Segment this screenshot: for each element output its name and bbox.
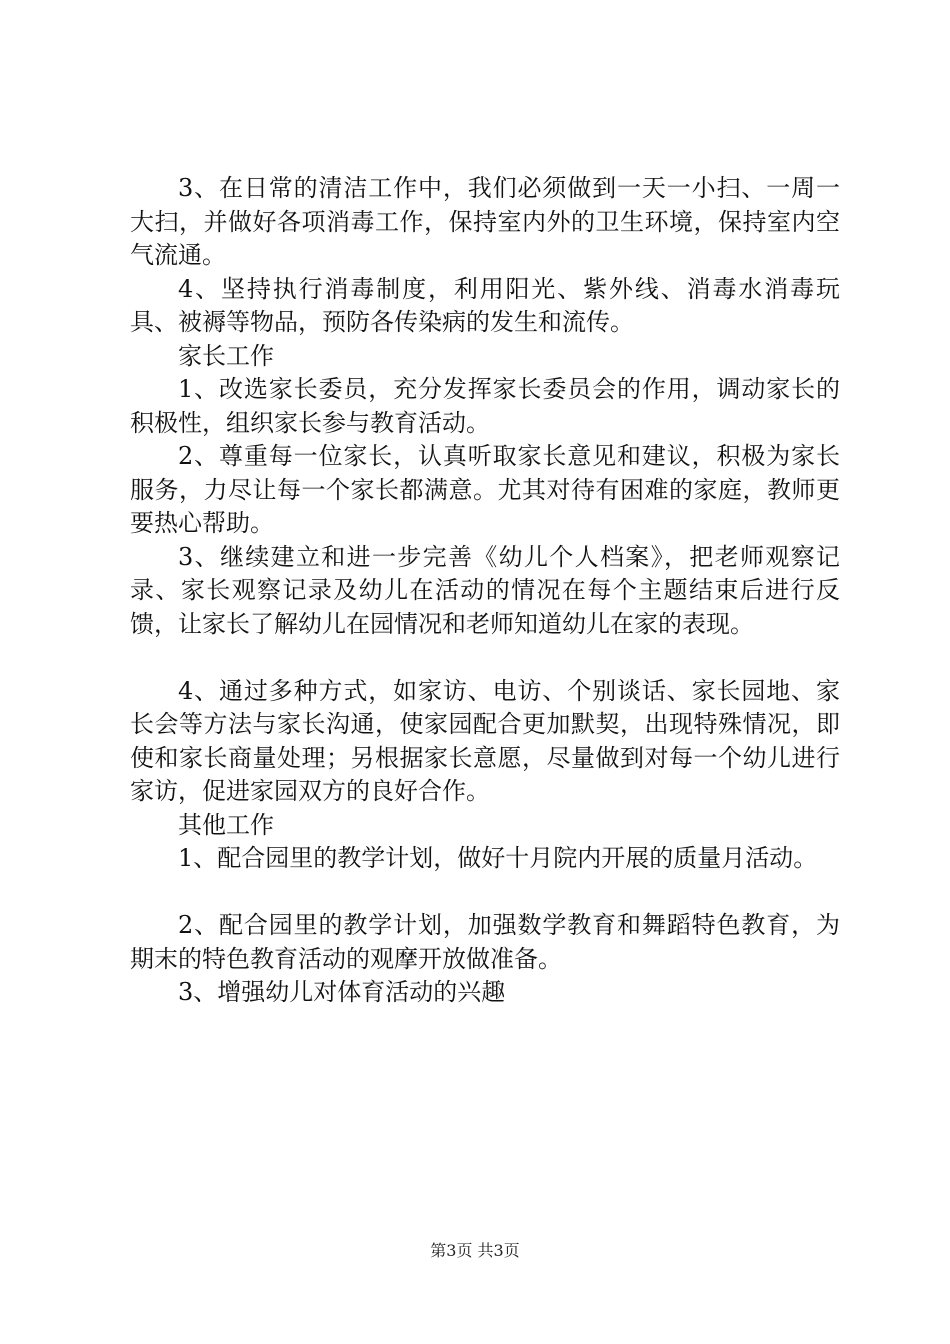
paragraph-respect-parents: 2、尊重每一位家长，认真听取家长意见和建议，积极为家长服务，力尽让每一个家长都满意。尤其对待有困难的家庭，教师更要热心帮助。 [130, 442, 840, 537]
paragraph-cleaning: 3、在日常的清洁工作中，我们必须做到一天一小扫、一周一大扫，并做好各项消毒工作，保持室内外的卫生环境，保持室内空气流通。 [130, 174, 840, 269]
paragraph-gap [130, 876, 840, 910]
paragraph-communication: 4、通过多种方式，如家访、电访、个别谈话、家长园地、家长会等方法与家长沟通，使家园配合更加默契，出现特殊情况，即使和家长商量处理；另根据家长意愿，尽量做到对每一个幼儿进行家访，促进家园双方的良好合作。 [130, 676, 840, 805]
paragraph-child-archive: 3、继续建立和进一步完善《幼儿个人档案》，把老师观察记录、家长观察记录及幼儿在活动的情况在每个主题结束后进行反馈，让家长了解幼儿在园情况和老师知道幼儿在家的表现。 [130, 542, 840, 638]
paragraph-disinfection: 4、坚持执行消毒制度，利用阳光、紫外线、消毒水消毒玩具、被褥等物品，预防各传染病的发生和流传。 [130, 274, 840, 336]
section-heading-parent-work: 家长工作 [178, 341, 274, 370]
paragraph-quality-month: 1、配合园里的教学计划，做好十月院内开展的质量月活动。 [178, 844, 818, 872]
section-heading-other-work: 其他工作 [178, 810, 274, 839]
paragraph-special-education: 2、配合园里的教学计划，加强数学教育和舞蹈特色教育，为期末的特色教育活动的观摩开放做准备。 [130, 911, 840, 973]
page-number-footer: 第3页 共3页 [430, 1241, 520, 1260]
paragraph-sports-interest: 3、增强幼儿对体育活动的兴趣 [178, 978, 506, 1006]
paragraph-gap [130, 641, 840, 675]
document-body [130, 172, 840, 1010]
paragraph-parent-committee: 1、改选家长委员，充分发挥家长委员会的作用，调动家长的积极性，组织家长参与教育活动。 [130, 375, 840, 437]
